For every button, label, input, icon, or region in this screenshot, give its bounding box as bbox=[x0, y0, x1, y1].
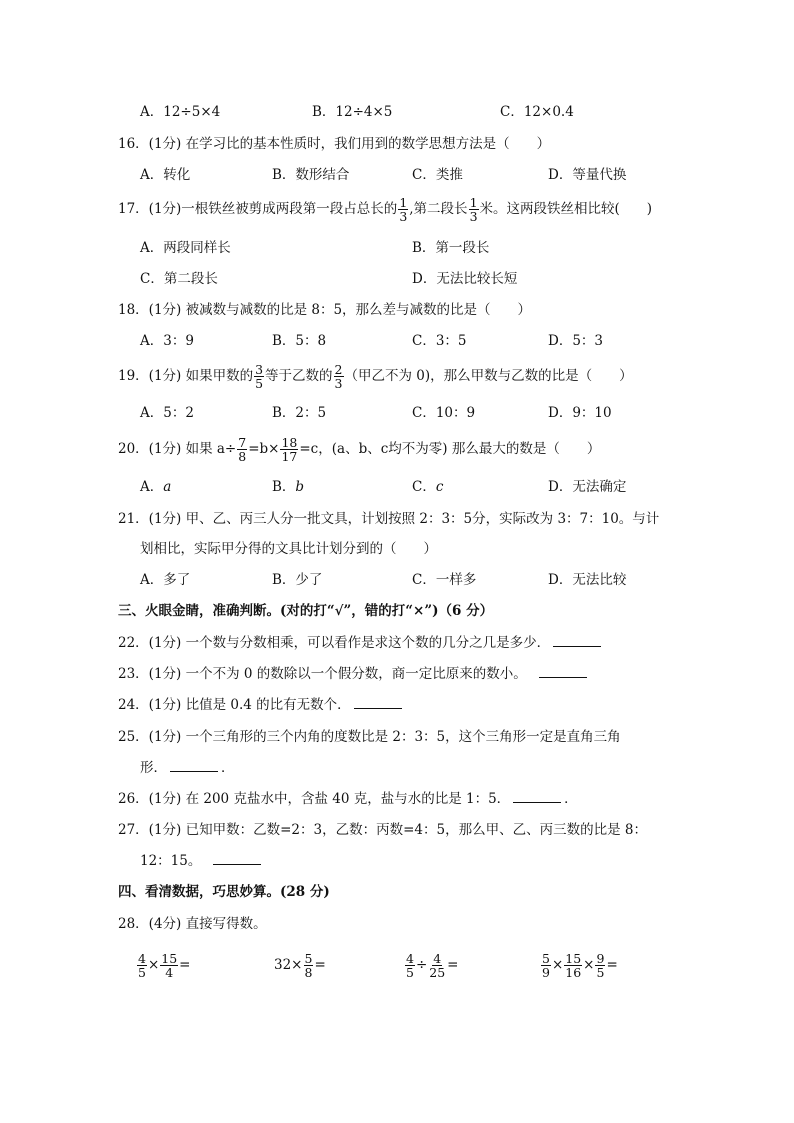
fraction-denominator: 5 bbox=[596, 965, 605, 980]
q20-stem-text-2: =b× bbox=[248, 441, 280, 457]
fraction-denominator: 5 bbox=[406, 965, 414, 980]
q27-answer-blank[interactable] bbox=[213, 851, 261, 865]
q19-options bbox=[0, 401, 794, 425]
q20-option-a[interactable] bbox=[140, 475, 171, 499]
q21-line1 bbox=[0, 507, 794, 531]
operator: ÷ bbox=[415, 957, 428, 973]
equals-sign: = bbox=[447, 957, 459, 973]
q20-option-d[interactable]: D．无法确定 bbox=[548, 479, 627, 495]
q24 bbox=[118, 693, 405, 717]
option-variable: b bbox=[295, 479, 305, 495]
q16-option-d[interactable]: D．等量代换 bbox=[548, 167, 627, 183]
fraction-numerator: 7 bbox=[238, 435, 247, 450]
q15-option-a[interactable]: A．12÷5×4 bbox=[140, 104, 221, 120]
q20-option-b[interactable] bbox=[272, 475, 304, 499]
fraction bbox=[160, 952, 178, 979]
option-variable: c bbox=[435, 479, 444, 495]
q18-options bbox=[0, 329, 794, 353]
q19-stem-text-3: （甲乙不为 0)，那么甲数与乙数的比是（ ） bbox=[344, 368, 633, 384]
q23-answer-blank[interactable] bbox=[539, 664, 587, 678]
q26-answer-blank[interactable] bbox=[513, 789, 561, 803]
q19-option-d[interactable]: D．9：10 bbox=[548, 405, 612, 421]
q24-text: 24．(1分) 比值是 0.4 的比有无数个． bbox=[118, 697, 351, 713]
fraction-denominator: 16 bbox=[565, 965, 582, 980]
q21-option-b[interactable]: B．少了 bbox=[272, 572, 323, 588]
q24-line bbox=[0, 693, 794, 717]
q23 bbox=[118, 662, 590, 686]
q17-stem-line bbox=[0, 195, 794, 224]
q28-stem-line bbox=[0, 912, 794, 936]
q19-stem-text-2: 等于乙数的 bbox=[265, 368, 333, 384]
q19-fraction-2 bbox=[334, 363, 344, 390]
q28-expression-1[interactable] bbox=[136, 948, 190, 982]
q27-line1 bbox=[0, 818, 794, 842]
q25-stem-line1: 25．(1分) 一个三角形的三个内角的度数比是 2：3：5，这个三角形一定是直角三角 bbox=[118, 729, 621, 745]
q20-stem-line bbox=[0, 435, 794, 464]
option-prefix: A． bbox=[140, 479, 164, 495]
fraction-numerator: 5 bbox=[542, 951, 550, 966]
q19-option-c[interactable]: C．10：9 bbox=[412, 405, 476, 421]
q25-text: 形． bbox=[140, 760, 167, 776]
q18-stem: 18．(1分) 被减数与减数的比是 8：5，那么差与减数的比是（ ） bbox=[118, 302, 532, 318]
q21-stem-line1: 21．(1分) 甲、乙、丙三人分一批文具，计划按照 2：3：5分，实际改为 3：7：10。与计 bbox=[118, 511, 660, 527]
fraction-denominator: 5 bbox=[255, 376, 264, 391]
q22-answer-blank[interactable] bbox=[553, 633, 601, 647]
q27-stem-line1: 27．(1分) 已知甲数：乙数=2：3，乙数：丙数=4：5，那么甲、乙、丙三数的比是 8： bbox=[118, 822, 647, 838]
equals-sign: = bbox=[179, 957, 191, 973]
q23-text: 23．(1分) 一个不为 0 的数除以一个假分数，商一定比原来的数小。 bbox=[118, 666, 527, 682]
fraction-numerator: 15 bbox=[161, 951, 178, 966]
q20-stem bbox=[118, 436, 600, 463]
q28-expression-3[interactable] bbox=[404, 948, 458, 982]
fraction-numerator: 4 bbox=[406, 951, 414, 966]
q25-answer-blank[interactable] bbox=[170, 758, 218, 772]
q17-stem-text-3: 米。这两段铁丝相比较( ) bbox=[479, 201, 653, 217]
q20-stem-text-1: 20．(1分) 如果 a÷ bbox=[118, 441, 237, 457]
fraction-denominator: 3 bbox=[469, 209, 478, 224]
q22-line bbox=[0, 631, 794, 655]
q26-period: ． bbox=[564, 791, 578, 807]
option-variable: a bbox=[163, 479, 172, 495]
q16-option-a[interactable]: A．转化 bbox=[140, 167, 191, 183]
fraction-numerator: 5 bbox=[304, 951, 313, 966]
section-4-heading: 四、看清数据，巧思妙算。(28 分) bbox=[118, 884, 330, 900]
option-prefix: C． bbox=[412, 479, 436, 495]
q26-text: 26．(1分) 在 200 克盐水中，含盐 40 克，盐与水的比是 1：5． bbox=[118, 791, 511, 807]
q25-line1 bbox=[0, 725, 794, 749]
q20-fraction-1 bbox=[237, 436, 247, 463]
q28-stem: 28．(4分) 直接写得数。 bbox=[118, 916, 267, 932]
q16-option-c[interactable]: C．类推 bbox=[412, 167, 463, 183]
q16-option-b[interactable]: B．数形结合 bbox=[272, 167, 350, 183]
q17-stem-text-2: ,第二段长 bbox=[409, 201, 468, 217]
q28-expression-4[interactable] bbox=[540, 948, 618, 982]
fraction-denominator: 4 bbox=[165, 965, 174, 980]
q20-option-c[interactable] bbox=[412, 475, 443, 499]
fraction-denominator: 3 bbox=[399, 209, 408, 224]
q21-option-d[interactable]: D．无法比较 bbox=[548, 572, 627, 588]
fraction-numerator: 15 bbox=[565, 951, 582, 966]
q25-line2 bbox=[0, 756, 794, 780]
q21-options bbox=[0, 568, 794, 592]
q25-period: ． bbox=[221, 760, 235, 776]
q18-stem-line bbox=[0, 298, 794, 322]
q23-line bbox=[0, 662, 794, 686]
q20-fraction-2 bbox=[280, 436, 298, 463]
equals-sign: = bbox=[314, 957, 326, 973]
fraction bbox=[564, 952, 582, 979]
q17-option-c[interactable]: C．第二段长 bbox=[140, 271, 218, 287]
q20-options bbox=[0, 475, 794, 499]
q21-option-c[interactable]: C．一样多 bbox=[412, 572, 477, 588]
equals-sign: = bbox=[606, 957, 618, 973]
fraction bbox=[541, 952, 551, 979]
fraction-denominator: 9 bbox=[542, 965, 550, 980]
q26-line bbox=[0, 787, 794, 811]
q27-stem-line2 bbox=[140, 849, 264, 873]
q26 bbox=[118, 787, 578, 811]
fraction-denominator: 17 bbox=[281, 449, 298, 464]
fraction bbox=[304, 952, 314, 979]
fraction bbox=[428, 952, 446, 979]
q17-stem-text-1: 17．(1分)一根铁丝被剪成两段第一段占总长的 bbox=[118, 201, 398, 217]
operator: × bbox=[583, 957, 595, 973]
expression-prefix: 32× bbox=[274, 957, 303, 973]
fraction-numerator: 1 bbox=[469, 195, 478, 210]
section-3-heading-line bbox=[0, 599, 794, 623]
fraction-numerator: 4 bbox=[138, 951, 146, 966]
q24-answer-blank[interactable] bbox=[354, 695, 402, 709]
q25-stem-line2 bbox=[140, 756, 235, 780]
q17-fraction-1 bbox=[398, 196, 408, 223]
q22 bbox=[118, 631, 604, 655]
q19-option-a[interactable]: A．5：2 bbox=[140, 405, 194, 421]
operator: × bbox=[551, 957, 564, 973]
q28-expressions bbox=[0, 948, 794, 982]
fraction-denominator: 25 bbox=[429, 965, 446, 980]
q15-option-b[interactable]: B．12÷4×5 bbox=[312, 104, 393, 120]
section-3-heading: 三、火眼金睛，准确判断。(对的打“√”，错的打“×”)（6 分） bbox=[118, 603, 494, 619]
q18-option-d[interactable]: D．5：3 bbox=[548, 333, 604, 349]
fraction bbox=[595, 952, 605, 979]
fraction-numerator: 1 bbox=[399, 195, 408, 210]
q19-stem-text-1: 19．(1分) 如果甲数的 bbox=[118, 368, 254, 384]
q19-option-b[interactable]: B．2：5 bbox=[272, 405, 327, 421]
q15-option-c[interactable]: C．12×0.4 bbox=[500, 104, 574, 120]
q17-option-d[interactable]: D．无法比较长短 bbox=[412, 271, 518, 287]
q19-stem-line bbox=[0, 362, 794, 391]
q17-option-a[interactable]: A．两段同样长 bbox=[140, 240, 231, 256]
q17-options-row1 bbox=[0, 236, 794, 260]
q20-stem-text-3: =c，(a、b、c均不为零) 那么最大的数是（ ） bbox=[299, 441, 601, 457]
q16-stem: 16．(1分) 在学习比的基本性质时，我们用到的数学思想方法是（ ） bbox=[118, 136, 551, 152]
fraction bbox=[137, 952, 147, 979]
q15-options bbox=[0, 100, 794, 124]
q27-text: 12：15。 bbox=[140, 853, 202, 869]
q17-fraction-2 bbox=[469, 196, 479, 223]
q18-option-a[interactable]: A．3：9 bbox=[140, 333, 194, 349]
section-4-heading-line bbox=[0, 880, 794, 904]
q27-line2 bbox=[0, 849, 794, 873]
q16-stem-line bbox=[0, 132, 794, 156]
q28-expression-2[interactable] bbox=[274, 948, 326, 982]
q18-option-b[interactable]: B．5：8 bbox=[272, 333, 327, 349]
q17-stem bbox=[118, 196, 652, 223]
q17-option-b[interactable]: B．第一段长 bbox=[412, 240, 490, 256]
q22-text: 22．(1分) 一个数与分数相乘，可以看作是求这个数的几分之几是多少． bbox=[118, 635, 551, 651]
fraction-denominator: 8 bbox=[238, 449, 247, 464]
q21-stem-line2: 划相比，实际甲分得的文具比计划分到的（ ） bbox=[140, 541, 437, 557]
q21-option-a[interactable]: A．多了 bbox=[140, 572, 191, 588]
fraction-numerator: 9 bbox=[596, 951, 605, 966]
fraction-denominator: 8 bbox=[304, 965, 313, 980]
q19-stem bbox=[118, 363, 633, 390]
fraction-denominator: 3 bbox=[334, 376, 343, 391]
q19-fraction-1 bbox=[254, 363, 264, 390]
q18-option-c[interactable]: C．3：5 bbox=[412, 333, 467, 349]
fraction-numerator: 3 bbox=[255, 362, 264, 377]
q16-options bbox=[0, 163, 794, 187]
fraction-numerator: 18 bbox=[281, 435, 298, 450]
fraction-numerator: 2 bbox=[334, 362, 343, 377]
fraction-numerator: 4 bbox=[433, 951, 442, 966]
q21-line2 bbox=[0, 537, 794, 561]
fraction-denominator: 5 bbox=[138, 965, 146, 980]
operator: × bbox=[147, 957, 160, 973]
fraction bbox=[405, 952, 415, 979]
option-prefix: B． bbox=[272, 479, 296, 495]
q17-options-row2 bbox=[0, 267, 794, 291]
